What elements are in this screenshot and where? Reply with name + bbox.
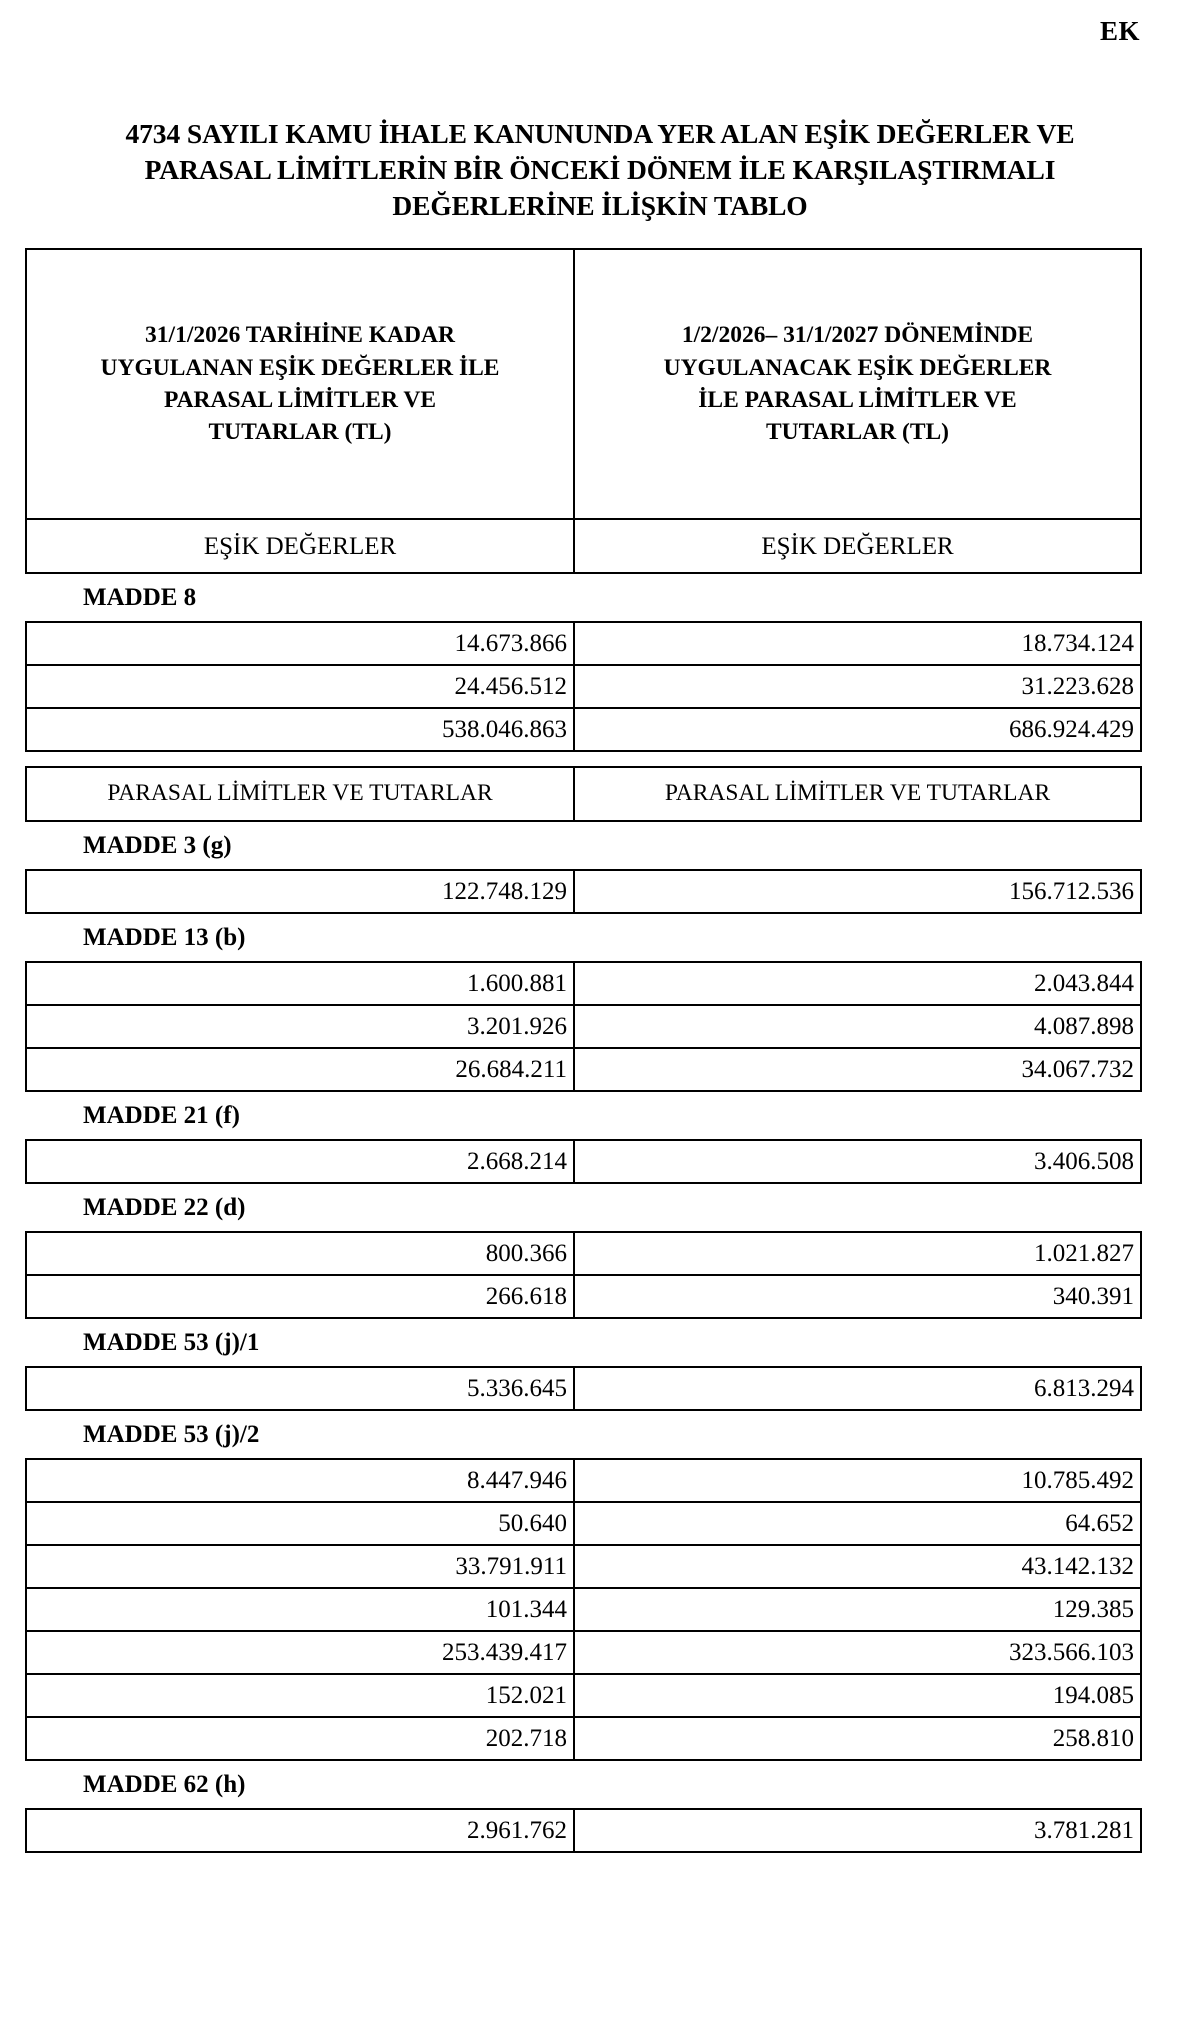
page-title xyxy=(60,116,1140,223)
banner-esik-degerler-left: EŞİK DEĞERLER xyxy=(26,519,574,573)
value-new-madde53j2-6: 194.085 xyxy=(574,1674,1141,1717)
threshold-header-table xyxy=(25,248,1142,574)
section-label-madde-8: MADDE 8 xyxy=(83,584,197,611)
banner-esik-degerler-right: EŞİK DEĞERLER xyxy=(574,519,1141,573)
section-label-madde-53j2: MADDE 53 (j)/2 xyxy=(83,1421,260,1448)
value-old-madde53j2-5: 253.439.417 xyxy=(26,1631,574,1674)
values-table-madde-8 xyxy=(25,621,1142,752)
section-label-madde-22d: MADDE 22 (d) xyxy=(83,1194,246,1221)
value-old-madde53j2-1: 8.447.946 xyxy=(26,1459,574,1502)
values-table-madde-3g xyxy=(25,869,1142,914)
table-row xyxy=(26,1809,1141,1852)
section-label-madde-3g: MADDE 3 (g) xyxy=(83,832,232,859)
new-period-line-3: İLE PARASAL LİMİTLER VE xyxy=(698,387,1017,413)
value-old-madde62h-1: 2.961.762 xyxy=(26,1809,574,1852)
value-old-madde8-1: 14.673.866 xyxy=(26,622,574,665)
section-label-madde-53j1: MADDE 53 (j)/1 xyxy=(83,1329,260,1356)
table-row xyxy=(26,708,1141,751)
value-new-madde8-3: 686.924.429 xyxy=(574,708,1141,751)
values-table-madde-21f xyxy=(25,1139,1142,1184)
title-line-1: 4734 SAYILI KAMU İHALE KANUNUNDA YER ALAN EŞİK DEĞERLER VE xyxy=(125,118,1075,149)
value-new-madde8-2: 31.223.628 xyxy=(574,665,1141,708)
previous-period-line-4: TUTARLAR (TL) xyxy=(208,419,392,446)
value-new-madde53j2-4: 129.385 xyxy=(574,1588,1141,1631)
value-old-madde53j2-6: 152.021 xyxy=(26,1674,574,1717)
table-row xyxy=(26,1545,1141,1588)
table-row xyxy=(26,1588,1141,1631)
value-old-madde53j2-4: 101.344 xyxy=(26,1588,574,1631)
values-table-madde-53j1 xyxy=(25,1366,1142,1411)
value-old-madde13b-1: 1.600.881 xyxy=(26,962,574,1005)
section-label-madde-13b: MADDE 13 (b) xyxy=(83,924,246,951)
value-old-madde3g-1: 122.748.129 xyxy=(26,870,574,913)
table-row-parasal-banner xyxy=(26,767,1141,821)
table-row xyxy=(26,1459,1141,1502)
value-old-madde53j2-7: 202.718 xyxy=(26,1717,574,1760)
value-old-madde53j2-3: 33.791.911 xyxy=(26,1545,574,1588)
section-gap xyxy=(25,752,1140,766)
value-old-madde22d-2: 266.618 xyxy=(26,1275,574,1318)
value-new-madde13b-2: 4.087.898 xyxy=(574,1005,1141,1048)
value-new-madde62h-1: 3.781.281 xyxy=(574,1809,1141,1852)
section-label-madde-62h: MADDE 62 (h) xyxy=(83,1771,246,1798)
value-new-madde13b-3: 34.067.732 xyxy=(574,1048,1141,1091)
previous-period-line-2: UYGULANAN EŞİK DEĞERLER İLE xyxy=(100,354,500,381)
table-row xyxy=(26,1631,1141,1674)
table-row xyxy=(26,1674,1141,1717)
value-new-madde53j2-7: 258.810 xyxy=(574,1717,1141,1760)
table-row xyxy=(26,1140,1141,1183)
values-table-madde-53j2 xyxy=(25,1458,1142,1761)
value-old-madde53j2-2: 50.640 xyxy=(26,1502,574,1545)
table-row xyxy=(26,870,1141,913)
value-new-madde13b-1: 2.043.844 xyxy=(574,962,1141,1005)
table-row xyxy=(26,1367,1141,1410)
table-row xyxy=(26,962,1141,1005)
table-row xyxy=(26,1232,1141,1275)
section-label-madde-21f: MADDE 21 (f) xyxy=(83,1102,240,1129)
value-new-madde3g-1: 156.712.536 xyxy=(574,870,1141,913)
previous-period-line-3: PARASAL LİMİTLER VE xyxy=(163,387,437,413)
banner-parasal-limitler-right: PARASAL LİMİTLER VE TUTARLAR xyxy=(574,767,1141,821)
new-period-line-2: UYGULANACAK EŞİK DEĞERLER xyxy=(663,354,1052,381)
values-table-madde-62h xyxy=(25,1808,1142,1853)
value-new-madde8-1: 18.734.124 xyxy=(574,622,1141,665)
value-new-madde53j1-1: 6.813.294 xyxy=(574,1367,1141,1410)
parasal-banner-table xyxy=(25,766,1142,822)
new-period-line-4: TUTARLAR (TL) xyxy=(765,419,949,446)
value-old-madde22d-1: 800.366 xyxy=(26,1232,574,1275)
header-cell-previous-period xyxy=(26,249,574,519)
previous-period-line-1: 31/1/2026 TARİHİNE KADAR xyxy=(145,322,455,349)
table-row xyxy=(26,1005,1141,1048)
table-row xyxy=(26,1717,1141,1760)
value-old-madde53j1-1: 5.336.645 xyxy=(26,1367,574,1410)
table-row xyxy=(26,1275,1141,1318)
header-cell-new-period xyxy=(574,249,1141,519)
value-new-madde53j2-1: 10.785.492 xyxy=(574,1459,1141,1502)
value-new-madde53j2-5: 323.566.103 xyxy=(574,1631,1141,1674)
value-new-madde53j2-3: 43.142.132 xyxy=(574,1545,1141,1588)
banner-parasal-limitler-left: PARASAL LİMİTLER VE TUTARLAR xyxy=(26,767,574,821)
table-row-period-headers xyxy=(26,249,1141,519)
table-row xyxy=(26,1502,1141,1545)
table-row xyxy=(26,665,1141,708)
value-new-madde21f-1: 3.406.508 xyxy=(574,1140,1141,1183)
value-old-madde21f-1: 2.668.214 xyxy=(26,1140,574,1183)
table-row xyxy=(26,1048,1141,1091)
values-table-madde-22d xyxy=(25,1231,1142,1319)
title-line-3: DEĞERLERİNE İLİŞKİN TABLO xyxy=(392,189,808,221)
value-new-madde22d-1: 1.021.827 xyxy=(574,1232,1141,1275)
value-new-madde22d-2: 340.391 xyxy=(574,1275,1141,1318)
comparison-table-area xyxy=(25,248,1140,1853)
ek-marker: EK xyxy=(1099,16,1140,46)
table-row xyxy=(26,622,1141,665)
new-period-line-1: 1/2/2026– 31/1/2027 DÖNEMİNDE xyxy=(681,322,1034,349)
values-table-madde-13b xyxy=(25,961,1142,1092)
value-old-madde13b-2: 3.201.926 xyxy=(26,1005,574,1048)
title-line-2: PARASAL LİMİTLERİN BİR ÖNCEKİ DÖNEM İLE KARŞILAŞTIRMALI xyxy=(144,153,1056,185)
value-new-madde53j2-2: 64.652 xyxy=(574,1502,1141,1545)
value-old-madde13b-3: 26.684.211 xyxy=(26,1048,574,1091)
value-old-madde8-2: 24.456.512 xyxy=(26,665,574,708)
value-old-madde8-3: 538.046.863 xyxy=(26,708,574,751)
table-row-esik-banner xyxy=(26,519,1141,573)
